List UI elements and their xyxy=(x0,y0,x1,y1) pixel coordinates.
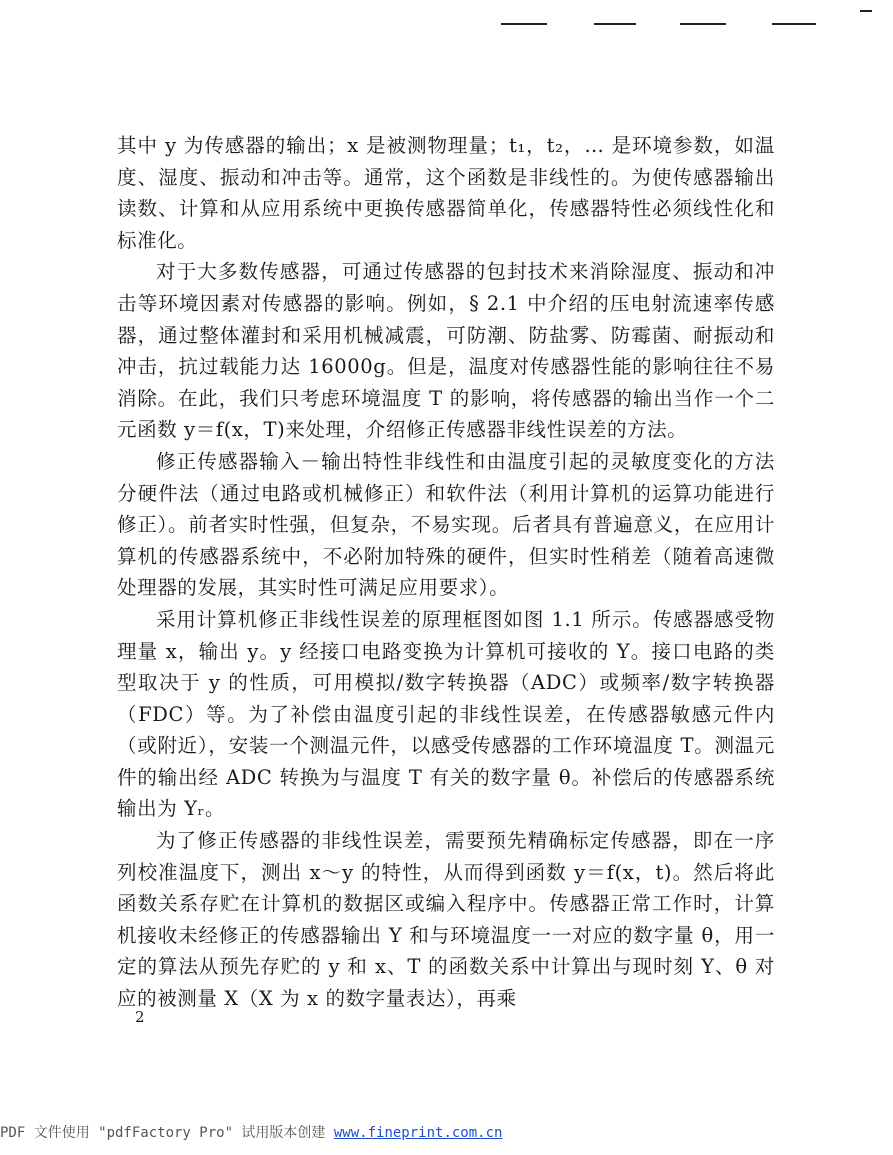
paragraph-1: 其中 y 为传感器的输出；x 是被测物理量；t₁，t₂，… 是环境参数，如温度、湿度、振动和冲击等。通常，这个函数是非线性的。为使传感器输出读数、计算和从应用系统中更换传感器简单化，传感器特性必须线性化和标准化。 xyxy=(117,134,775,252)
header-rule xyxy=(680,23,726,25)
paragraph-2: 对于大多数传感器，可通过传感器的包封技术来消除湿度、振动和冲击等环境因素对传感器的影响。例如，§ 2.1 中介绍的压电射流速率传感器，通过整体灌封和采用机械减震，可防潮、防盐雾、防霉菌、耐振动和冲击，抗过载能力达 16000g。但是，温度对传感器性能的影响往往不易消除。在此，我们只考虑环境温度 T 的影响，将传感器的输出当作一个二元函数 y＝f(x，T)来处理，介绍修正传感器非线性误差的方法。 xyxy=(117,260,775,442)
header-tick xyxy=(860,10,872,12)
watermark-link[interactable]: www.fineprint.com.cn xyxy=(333,1125,503,1141)
header-rule xyxy=(501,23,547,25)
header-rules xyxy=(0,23,893,27)
page-body xyxy=(117,130,775,1015)
pdf-watermark xyxy=(0,1122,893,1142)
page-number: 2 xyxy=(135,1008,145,1026)
paragraph-3: 修正传感器输入－输出特性非线性和由温度引起的灵敏度变化的方法分硬件法（通过电路或机械修正）和软件法（利用计算机的运算功能进行修正）。前者实时性强，但复杂，不易实现。后者具有普遍意义，在应用计算机的传感器系统中，不必附加特殊的硬件，但实时性稍差（随着高速微处理器的发展，其实时性可满足应用要求）。 xyxy=(117,449,775,600)
watermark-text: PDF 文件使用 "pdfFactory Pro" 试用版本创建 xyxy=(0,1125,334,1141)
header-rule xyxy=(594,23,636,25)
paragraph-5: 为了修正传感器的非线性误差，需要预先精确标定传感器，即在一序列校准温度下，测出 x～y 的特性，从而得到函数 y＝f(x，t)。然后将此函数关系存贮在计算机的数据区或编入程序中。传感器正常工作时，计算机接收未经修正的传感器输出 Y 和与环境温度一一对应的数字量 θ，用一定的算法从预先存贮的 y 和 x、T 的函数关系中计算出与现时刻 Y、θ 对应的被测量 X（X 为 x 的数字量表达），再乘 xyxy=(117,829,775,1011)
header-rule xyxy=(772,23,816,25)
paragraph-4: 采用计算机修正非线性误差的原理框图如图 1.1 所示。传感器感受物理量 x，输出 y。y 经接口电路变换为计算机可接收的 Y。接口电路的类型取决于 y 的性质，可用模拟/数字转换器（ADC）或频率/数字转换器（FDC）等。为了补偿由温度引起的非线性误差，在传感器敏感元件内（或附近），安装一个测温元件，以感受传感器的工作环境温度 T。测温元件的输出经 ADC 转换为与温度 T 有关的数字量 θ。补偿后的传感器系统输出为 Yᵣ。 xyxy=(117,607,775,821)
